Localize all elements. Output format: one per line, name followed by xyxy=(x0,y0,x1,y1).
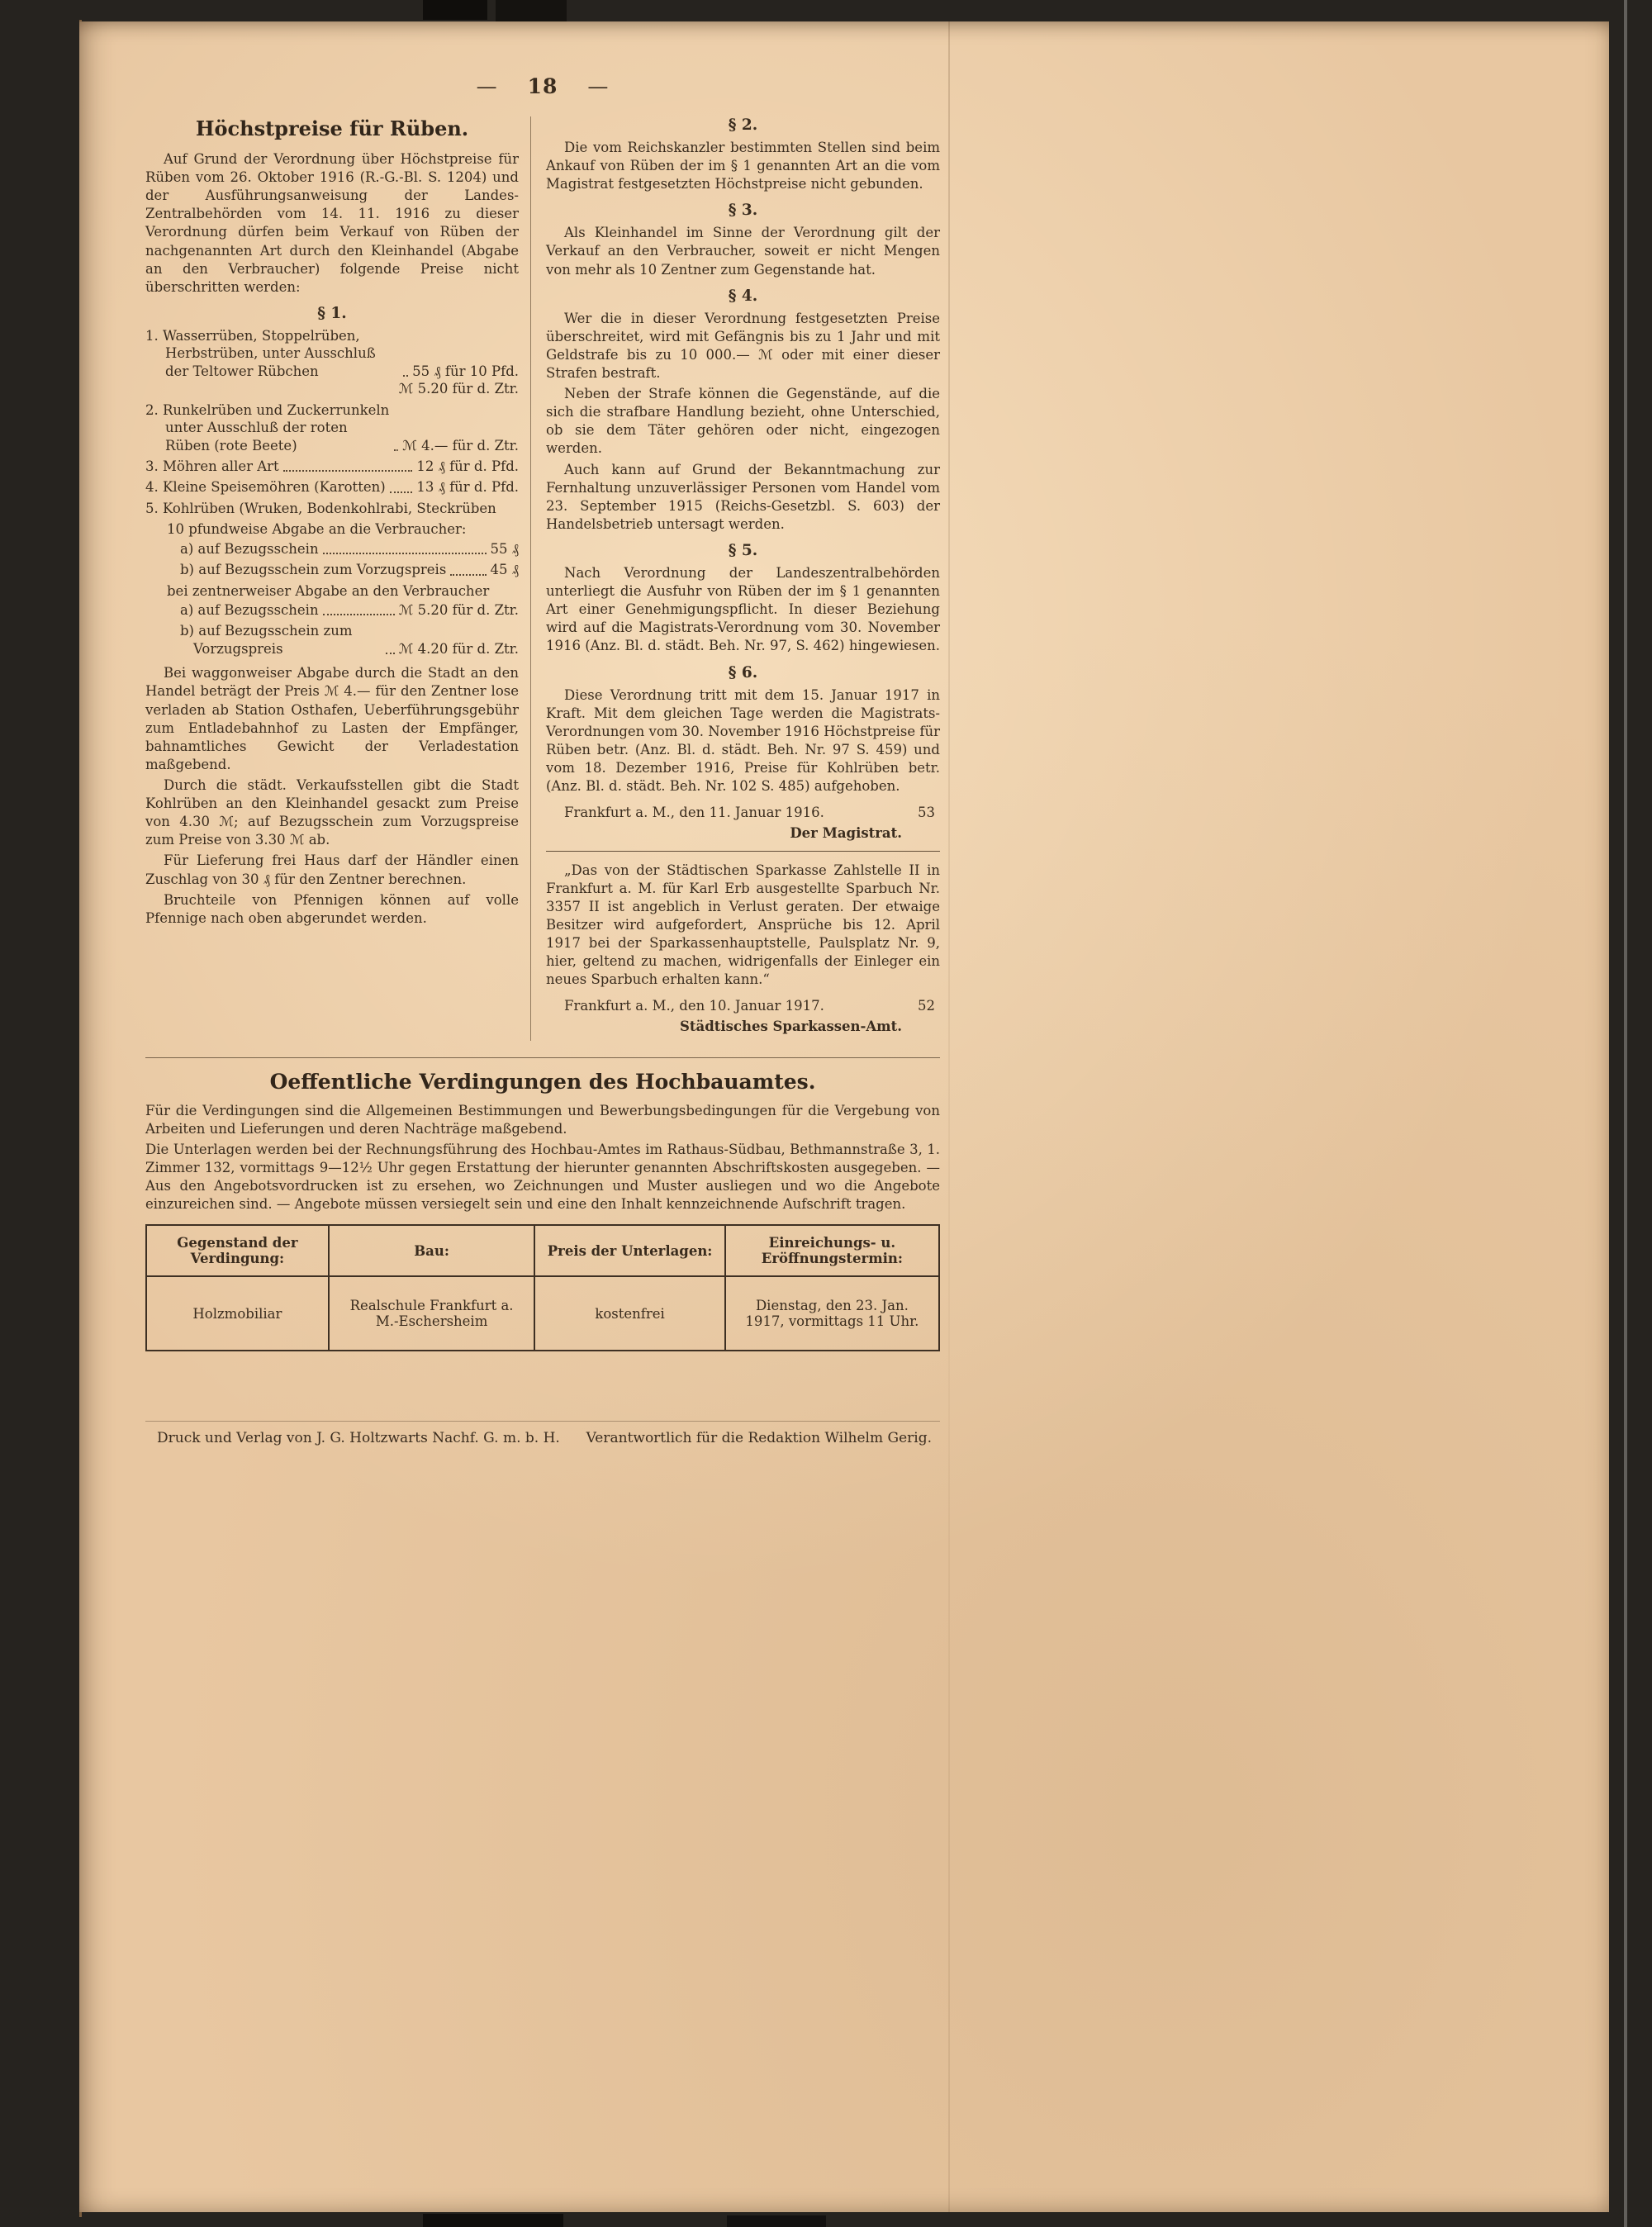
paragraph: Nach Verordnung der Landeszentralbehörden unterliegt die Ausfuhr von Rüben der im § 1 genannten Art einer Genehmigungspflicht. In dieser Beziehung wird auf die Magistrats-Verordnung vom 30. November 1916 (Anz. Bl. d. städt. Beh. Nr. 97, S. 462) hingewiesen. xyxy=(546,564,940,654)
paragraph: Durch die städt. Verkaufsstellen gibt die Stadt Kohlrüben an den Kleinhandel gesackt zum Preise von 4.30 ℳ; auf Bezugsschein zum Vorzugspreise zum Preise von 3.30 ℳ ab. xyxy=(145,776,519,848)
item-price: 55 ₰ für 10 Pfd. xyxy=(412,363,519,379)
item-text: 5. Kohlrüben (Wruken, Bodenkohlrabi, Steckrüben xyxy=(145,500,496,516)
table-header-row xyxy=(146,1225,939,1276)
dot-leader xyxy=(394,449,399,451)
paragraph: Auch kann auf Grund der Bekanntmachung zur Fernhaltung unzuverlässiger Personen vom Handel vom 23. September 1915 (Reichs-Gesetzbl. S. 603) der Handelsbetrieb untersagt werden. xyxy=(546,461,940,532)
item-price: 13 ₰ für d. Pfd. xyxy=(416,479,519,496)
section-heading: § 2. xyxy=(728,116,758,134)
section-heading: § 5. xyxy=(728,541,758,559)
item-price: ℳ 4.— für d. Ztr. xyxy=(402,437,519,453)
paragraph: „Das von der Städtischen Sparkasse Zahlstelle II in Frankfurt a. M. für Karl Erb ausgestellte Sparbuch Nr. 3357 II ist angeblich in Verlust geraten. Der etwaige Besitzer wird aufgefordert, Ansprüche bis 12. April 1917 bei der Sparkassenhauptstelle, Paulsplatz Nr. 9, hier, geltend zu machen, widrigenfalls der Einleger ein neues Sparbuch erhalten kann.“ xyxy=(546,862,940,988)
book-page-edges xyxy=(0,20,82,2217)
price-list-item xyxy=(145,478,519,496)
price-list-sublead: 10 pfundweise Abgabe an die Verbraucher: xyxy=(167,521,467,538)
paragraph: Auf Grund der Verordnung über Höchstpreise für Rüben vom 26. Oktober 1916 (R.-G.-Bl. S. 1204) und der Ausführungsanweisung der Landes-Zentralbehörden vom 14. 11. 1916 zu dieser Verordnung dürfen beim Verkauf von Rüben der nachgenannten Art durch den Kleinhandel (Abgabe an den Verbraucher) folgende Preise nicht überschritten werden: xyxy=(145,151,519,295)
dot-leader xyxy=(323,553,487,554)
dateline xyxy=(546,804,940,821)
price-list-item xyxy=(145,401,519,454)
imprint-footer xyxy=(145,1421,940,1446)
table-cell: kostenfrei xyxy=(534,1276,724,1351)
item-price: 12 ₰ für d. Pfd. xyxy=(416,458,519,474)
dot-leader xyxy=(390,491,413,493)
page-number-dash-right: — xyxy=(587,74,610,98)
tenders-title: Oeffentliche Verdingungen des Hochbauamtes. xyxy=(269,1069,816,1094)
paragraph: Diese Verordnung tritt mit dem 15. Januar 1917 in Kraft. Mit dem gleichen Tage werden die Magistrats-Verordnungen vom 30. November 1916 Höchstpreise für Rüben betr. (Anz. Bl. d. städt. Beh. Nr. 97 S. 459) und vom 18. Dezember 1916, Preise für Kohlrüben betr. (Anz. Bl. d. städt. Beh. Nr. 102 S. 485) aufgehoben. xyxy=(546,686,940,795)
paragraph: Als Kleinhandel im Sinne der Verordnung gilt der Verkauf an den Verbraucher, soweit er nicht Mengen von mehr als 10 Zentner zum Gegenstande hat. xyxy=(546,225,940,278)
dot-leader xyxy=(450,574,486,576)
table-header-cell: Einreichungs- u. Eröffnungstermin: xyxy=(725,1225,939,1276)
item-text: a) auf Bezugsschein xyxy=(180,540,319,557)
paragraph: Für Lieferung frei Haus darf der Händler einen Zuschlag von 30 ₰ für den Zentner berechnen. xyxy=(145,852,519,887)
paragraph: Bruchteile von Pfennigen können auf volle Pfennige nach oben abgerundet werden. xyxy=(145,891,519,926)
item-text: 3. Möhren aller Art xyxy=(145,458,279,474)
paragraph: Die vom Reichskanzler bestimmten Stellen sind beim Ankauf von Rüben der im § 1 genannten Art an die vom Magistrat festgesetzten Höchstpreise nicht gebunden. xyxy=(546,140,940,192)
price-list-subitem xyxy=(145,540,519,558)
item-text: b) auf Bezugsschein zum Vorzugspreis xyxy=(180,562,447,578)
page-number-header xyxy=(145,74,940,98)
price-list-subitem xyxy=(145,561,519,578)
item-price: 55 ₰ xyxy=(490,540,519,557)
right-column xyxy=(530,116,940,1041)
dot-leader xyxy=(283,470,413,472)
scanner-dark-mark xyxy=(727,2215,826,2227)
dateline xyxy=(546,997,940,1014)
responsible-text: Verantwortlich für die Redaktion Wilhelm Gerig. xyxy=(586,1430,932,1447)
table-cell: Dienstag, den 23. Jan. 1917, vormittags 11 Uhr. xyxy=(725,1276,939,1351)
signature: Der Magistrat. xyxy=(790,824,902,841)
table-header-cell: Bau: xyxy=(329,1225,535,1276)
dot-leader xyxy=(386,653,394,654)
table-header-cell: Gegenstand der Verdingung: xyxy=(146,1225,329,1276)
signature: Städtisches Sparkassen-Amt. xyxy=(679,1018,902,1034)
two-column-layout xyxy=(145,116,940,1041)
item-text: 4. Kleine Speisemöhren (Karotten) xyxy=(145,479,386,496)
dot-leader xyxy=(403,375,408,377)
dot-leader xyxy=(323,614,395,615)
notice-number: 53 xyxy=(918,805,935,821)
scanner-dark-mark xyxy=(423,0,487,20)
price-list-item xyxy=(145,500,519,517)
paragraph: Bei waggonweiser Abgabe durch die Stadt an den Handel beträgt der Preis ℳ 4.— für den Zentner lose verladen ab Station Osthafen, Ueberführungsgebühr zum Entladebahnhof zu Lasten der Empfänger, bahnamtliches Gewicht der Verladestation maßgebend. xyxy=(145,665,519,772)
table-cell: Realschule Frankfurt a. M.-Eschersheim xyxy=(329,1276,535,1351)
page-number-dash-left: — xyxy=(476,74,498,98)
dateline-text: Frankfurt a. M., den 10. Januar 1917. xyxy=(564,998,824,1014)
scanner-dark-mark xyxy=(423,2214,563,2227)
page-number: 18 xyxy=(527,74,558,98)
price-list xyxy=(145,327,519,658)
dateline-text: Frankfurt a. M., den 11. Januar 1916. xyxy=(564,805,824,821)
price-list-item xyxy=(145,327,519,398)
item-price: ℳ 4.20 für d. Ztr. xyxy=(398,640,519,657)
item-text: 1. Wasserrüben, Stoppelrüben, Herbstrüben, unter Ausschluß der Teltower Rübchen xyxy=(145,327,376,379)
tenders-table xyxy=(145,1224,940,1351)
section-divider-rule xyxy=(546,851,940,852)
price-list-item xyxy=(145,458,519,475)
table-row xyxy=(146,1276,939,1351)
article-title: Höchstpreise für Rüben. xyxy=(195,116,469,140)
printed-content xyxy=(145,74,940,1446)
scanner-edge-line xyxy=(1624,0,1627,2227)
imprint-text: Druck und Verlag von J. G. Holtzwarts Nachf. G. m. b. H. xyxy=(157,1430,560,1447)
paragraph: Wer die in dieser Verordnung festgesetzten Preise überschreitet, wird mit Gefängnis bis zu 1 Jahr und mit Geldstrafe bis zu 10 000.— ℳ oder mit einer dieser Strafen bestraft. xyxy=(546,310,940,381)
section-heading: § 1. xyxy=(317,304,347,322)
paragraph: Neben der Strafe können die Gegenstände, auf die sich die strafbare Handlung bezieht, ohne Unterschied, ob sie dem Täter gehören oder nicht, eingezogen werden. xyxy=(546,386,940,457)
price-list-subitem xyxy=(145,601,519,619)
price-list-sublead: bei zentnerweiser Abgabe an den Verbraucher xyxy=(167,582,490,599)
section-heading: § 6. xyxy=(728,663,758,681)
price-list-subitem xyxy=(145,622,519,658)
paragraph: Die Unterlagen werden bei der Rechnungsführung des Hochbau-Amtes im Rathaus-Südbau, Bethmannstraße 3, 1. Zimmer 132, vormittags 9—12½ Uhr gegen Erstattung der hierunter genannten Abschriftskosten ausgegeben. — Aus den Angebotsvordrucken ist zu ersehen, wo Zeichnungen und Muster ausliegen und wo die Angebote einzureichen sind. — Angebote müssen versiegelt sein und eine den Inhalt kennzeichnende Aufschrift tragen. xyxy=(145,1142,940,1212)
left-column xyxy=(145,116,530,1041)
item-price-secondary: ℳ 5.20 für d. Ztr. xyxy=(398,381,519,397)
table-cell: Holzmobiliar xyxy=(146,1276,329,1351)
section-heading: § 4. xyxy=(728,287,758,305)
item-text: a) auf Bezugsschein xyxy=(180,602,319,618)
item-text: 2. Runkelrüben und Zuckerrunkeln unter Ausschluß der roten Rüben (rote Beete) xyxy=(145,401,390,453)
tenders-section xyxy=(145,1057,940,1352)
paper-fold-line xyxy=(948,21,950,2212)
notice-number: 52 xyxy=(918,998,935,1014)
section-heading: § 3. xyxy=(728,202,758,220)
table-header-cell: Preis der Unterlagen: xyxy=(534,1225,724,1276)
item-text: b) auf Bezugsschein zum Vorzugspreis xyxy=(180,623,353,657)
item-price: 45 ₰ xyxy=(490,562,519,578)
item-price: ℳ 5.20 für d. Ztr. xyxy=(398,602,519,618)
paragraph: Für die Verdingungen sind die Allgemeinen Bestimmungen und Bewerbungsbedingungen für die Vergebung von Arbeiten und Lieferungen und deren Nachträge maßgebend. xyxy=(145,1102,940,1137)
